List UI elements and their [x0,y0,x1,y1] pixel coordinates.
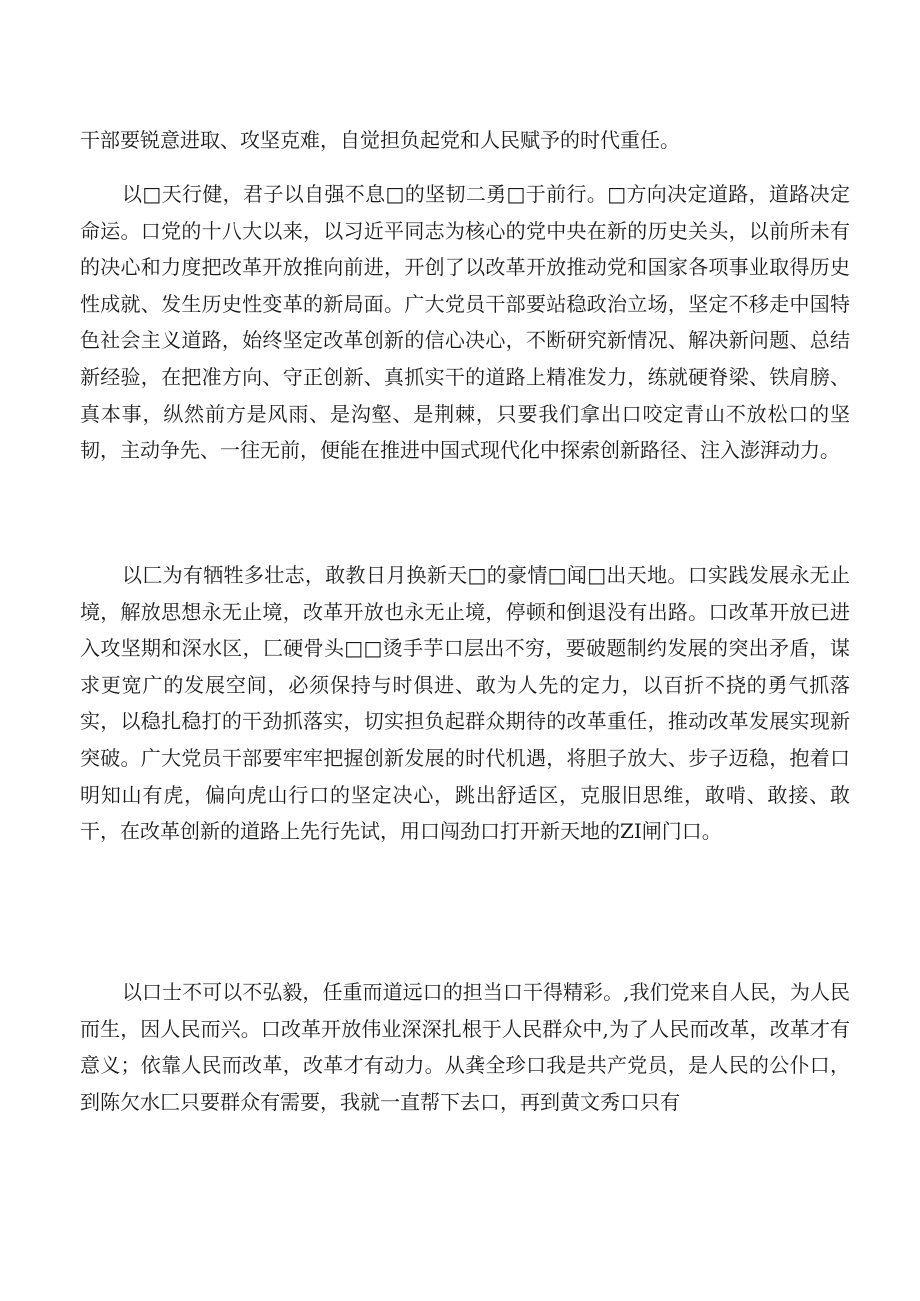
paragraph-people-centered: 以口士不可以不弘毅，任重而道远口的担当口干得精彩。,我们党来自人民，为人民而生，因人民而兴。口改革开放伟业深深扎根于人民群众中,为了人民而改革，改革才有意义；依靠人民而改革，改革才有动力。从龚全珍口我是共产党员，是人民的公仆口，到陈欠水匚只要群众有需要，我就一直帮下去口，再到黄文秀口只有 [80,980,850,1114]
paragraph-reform-direction: 以□天行健，君子以自强不息□的坚韧二勇□于前行。□方向决定道路，道路决定命运。口党的十八大以来，以习近平同志为核心的党中央在新的历史关头，以前所未有的决心和力度把改革开放推向前进，开创了以改革开放推动党和国家各项事业取得历史性成就、发生历史性变革的新局面。广大党员干部要站稳政治立场，坚定不移走中国特色社会主义道路，始终坚定改革创新的信心决心，不断研究新情况、解决新问题、总结新经验，在把准方向、守正创新、真抓实干的道路上精准发力，练就硬脊梁、铁肩膀、真本事，纵然前方是风雨、是沟壑、是荆棘，只要我们拿出口咬定青山不放松口的坚韧，主动争先、一往无前，便能在推进中国式现代化中探索创新路径、注入澎湃动力。 [80,182,850,463]
paragraph-reform-courage: 以匚为有牺牲多壮志，敢教日月换新天□的豪情□闻□出天地。口实践发展永无止境，解放思想永无止境，改革开放也永无止境，停顿和倒退没有出路。口改革开放已进入攻坚期和深水区，匚硬骨头□□烫手芋口层出不穷，要破题制约发展的突出矛盾，谋求更宽广的发展空间，必须保持与时俱进、敢为人先的定力，以百折不挠的勇气抓落实，以稳扎稳打的干劲抓落实，切实担负起群众期待的改革重任，推动改革发展实现新突破。广大党员干部要牢牢把握创新发展的时代机遇，将胆子放大、步子迈稳，抱着口明知山有虎，偏向虎山行口的坚定决心，跳出舒适区，克服旧思维，敢啃、敢接、敢干，在改革创新的道路上先行先试，用口闯劲口打开新天地的ZI闸门口。 [80,563,850,844]
paragraph-continued: 干部要锐意进取、攻坚克难，自觉担负起党和人民赋予的时代重任。 [80,128,680,152]
